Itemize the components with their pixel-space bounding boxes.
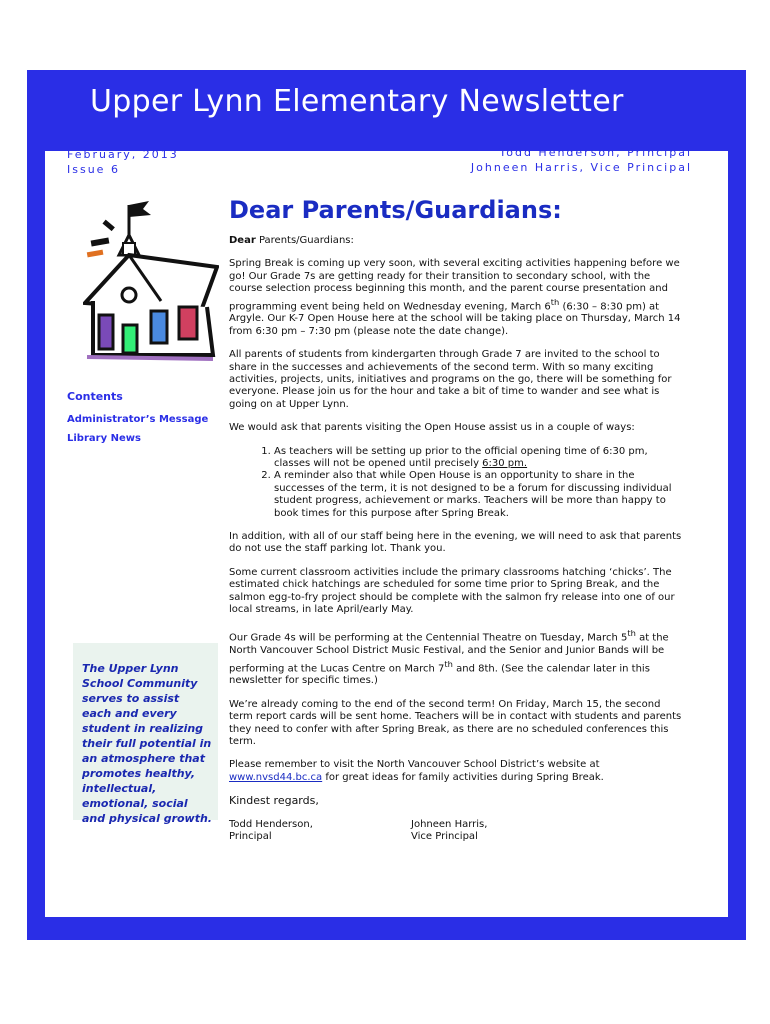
superscript: th xyxy=(444,658,453,669)
paragraph-text: for great ideas for family activities during Spring Break. xyxy=(322,771,604,783)
paragraph-text: Please remember to visit the North Vancouver School District’s website at xyxy=(229,759,600,771)
closing: Kindest regards, xyxy=(229,794,319,808)
paragraph-text: Our Grade 4s will be performing at the Centennial Theatre on Tuesday, March 5 xyxy=(229,632,628,644)
assist-list xyxy=(229,446,684,520)
nav-item-administrators-message[interactable]: Administrator’s Message xyxy=(67,414,209,425)
paragraph-text: and 8th. (See the calendar later in this newsletter for specific times.) xyxy=(229,662,650,687)
vice-principal-name: Johneen Harris, Vice Principal xyxy=(470,161,692,174)
schoolhouse-icon xyxy=(83,197,219,362)
nav-item-library-news[interactable]: Library News xyxy=(67,433,141,444)
list-item xyxy=(274,446,684,471)
paragraph-text: at the North Vancouver School District Music Festival, and the Senior and Junior Bands will be performing at the Lucas Centre on March 7 xyxy=(229,632,669,674)
signature-name: Johneen Harris, xyxy=(411,818,488,830)
nvsd-website-link[interactable]: www.nvsd44.bc.ca xyxy=(229,771,323,783)
letter-heading: Dear Parents/Guardians: xyxy=(229,196,562,224)
paragraph-classroom: Some current classroom activities include the primary classrooms hatching ‘chicks’. The estimated chick hatchings are scheduled for some time prior to Spring Break, and the salmon egg-to-fry project should be complete with the salmon fry release into one of our local streams, in late April/early May. xyxy=(229,566,675,616)
superscript: th xyxy=(627,628,636,639)
list-text: As teachers will be setting up prior to the official opening time of 6:30 pm, classes will not be opened until precisely xyxy=(274,445,648,470)
paragraph-text: (6:30 – 8:30 pm) at Argyle. Our K-7 Open House here at the school will be taking place on Thursday, March 14 from 6:30 pm – 7:30 pm (please note the date change). xyxy=(229,300,681,337)
issue-date: February, 2013 xyxy=(67,148,179,161)
issue-number: Issue 6 xyxy=(67,163,120,176)
signature-principal xyxy=(229,819,411,844)
salutation-bold: Dear xyxy=(229,235,256,246)
salutation xyxy=(229,235,684,247)
mission-statement: The Upper Lynn School Community serves to assist each and every student in realizing their full potential in an atmosphere that promotes healthy, intellectual, emotional, social and physical growth. xyxy=(73,643,218,820)
list-item: 2. A reminder also that while Open House is an opportunity to share in the successes of the term, it is not designed to be a forum for discussing individual student progress, achievement or marks. Teachers will be more than happy to book times for this purpose after Spring Break. xyxy=(274,470,684,520)
signature-title: Vice Principal xyxy=(411,831,478,843)
issue-info xyxy=(67,147,179,177)
paragraph-music xyxy=(229,627,684,687)
letter-content xyxy=(229,195,684,843)
signatures xyxy=(229,819,684,844)
paragraph-assist: We would ask that parents visiting the Open House assist us in a couple of ways: xyxy=(229,422,635,434)
paragraph-spring-break xyxy=(229,258,684,338)
paragraph-website xyxy=(229,759,684,784)
staff-info xyxy=(471,145,692,175)
paragraph-parking: In addition, with all of our staff being here in the evening, we will need to ask that parents do not use the staff parking lot. Thank you. xyxy=(229,531,682,555)
paragraph-open-house: All parents of students from kindergarten through Grade 7 are invited to the school to share in the successes and achievements of the second term. With so many exciting activities, projects, units, initiatives and programs on the go, there will be something for everyone. Please join us for the hour and take a bit of time to wander and see what is going on at Upper Lynn. xyxy=(229,349,672,410)
signature-name: Todd Henderson, xyxy=(229,818,313,830)
principal-name: Todd Henderson, Principal xyxy=(499,146,692,159)
contents-heading: Contents xyxy=(67,390,123,403)
superscript: th xyxy=(550,296,560,307)
list-emphasis: 6:30 pm. xyxy=(482,458,528,470)
paragraph-text: Spring Break is coming up very soon, with several exciting activities happening before we go! Our Grade 7s are getting ready for their transition to secondary school, with the course selection process beginning this month, and the parent course presentation and programming event being held on Wednesday evening, March 6 xyxy=(229,258,680,312)
salutation-rest: Parents/Guardians: xyxy=(255,235,354,246)
paragraph-report-cards: We’re already coming to the end of the second term! On Friday, March 15, the second term report cards will be sent home. Teachers will be in contact with students and parents they need to confer with after Spring Break, as there are no scheduled conferences this term. xyxy=(229,698,682,747)
newsletter-title: Upper Lynn Elementary Newsletter xyxy=(90,84,624,119)
signature-title: Principal xyxy=(229,831,272,843)
signature-vice-principal xyxy=(411,819,593,844)
contents-nav xyxy=(67,390,217,452)
